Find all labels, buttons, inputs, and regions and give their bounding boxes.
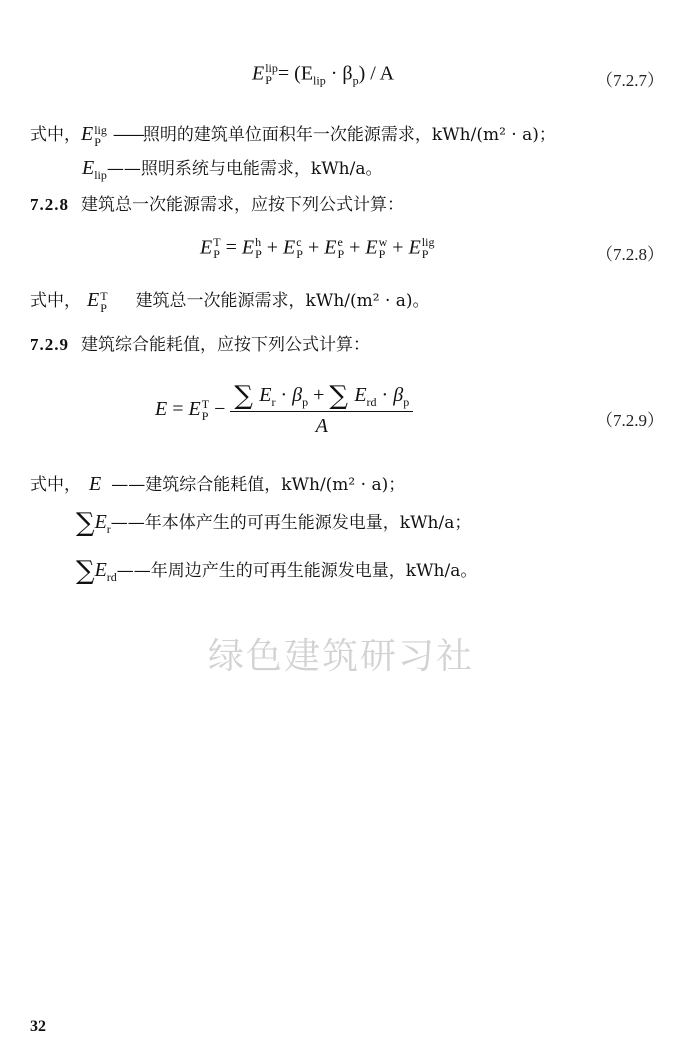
eq728-term-e-sub: P — [337, 247, 345, 261]
eq729-beta-1-sub: p — [302, 395, 309, 409]
eq728-term-c-sup: c — [296, 235, 302, 249]
eq728-plus-2: + — [302, 236, 325, 259]
def727-sym2: E — [82, 157, 95, 179]
definition-line-erd — [76, 556, 477, 586]
page-number: 32 — [30, 1018, 46, 1035]
definition-line-er — [76, 508, 471, 538]
equation-7-2-7 — [252, 62, 394, 87]
eq727-rhs-close: ) / A — [358, 62, 395, 85]
eq728-lhs-sup: T — [213, 235, 221, 249]
eq727-rhs-mid: · β — [325, 62, 353, 85]
eq728-term-c-sub: P — [296, 247, 303, 261]
eq728-term-h-sup: h — [255, 235, 262, 249]
def729-sym-erd: E — [94, 559, 107, 581]
eq728-lhs-sub: P — [213, 247, 220, 261]
def727-lead: 式中， — [30, 125, 81, 145]
eq729-denominator: A — [315, 415, 328, 437]
def728-desc: 建筑总一次能源需求，kWh/(m² · a)。 — [135, 291, 430, 311]
eq727-lhs-sub: P — [265, 73, 272, 87]
def727-desc2: ——照明系统与电能需求，kWh/a。 — [106, 159, 383, 179]
eq729-num-e-rd: E — [354, 384, 367, 406]
def729-sym-erd-sub: rd — [106, 570, 117, 584]
def729-lead: 式中， — [30, 475, 81, 495]
eq727-lhs: E — [252, 62, 265, 85]
equation-number-7-2-7: （7.2.7） — [596, 71, 664, 90]
def729-sum-1: ∑ — [76, 508, 95, 538]
eq729-fraction — [230, 383, 413, 436]
equation-7-2-9 — [155, 383, 413, 436]
section-text-7-2-9: 建筑综合能耗值，应按下列公式计算： — [81, 335, 370, 355]
eq729-num-e-r: E — [259, 384, 272, 406]
eq729-sum-1: ∑ — [234, 381, 253, 411]
def729-sym-er-sub: r — [106, 522, 111, 536]
eq729-minus: − — [209, 398, 231, 420]
watermark-text: 绿色建筑研习社 — [208, 636, 475, 677]
section-7-2-9 — [30, 330, 370, 355]
section-7-2-8 — [30, 190, 404, 215]
eq728-term-lig: E — [408, 236, 421, 259]
eq729-dot-1: · — [275, 384, 293, 406]
eq729-beta-2: β — [393, 384, 404, 406]
definition-line-total — [30, 286, 430, 314]
eq729-sum-2: ∑ — [329, 381, 348, 411]
section-text-7-2-8: 建筑总一次能源需求，应按下列公式计算： — [81, 195, 404, 215]
eq727-rhs-sub1: lip — [313, 73, 326, 88]
eq728-term-e: E — [324, 236, 337, 259]
definition-line-lip — [82, 154, 382, 183]
section-number-7-2-8: 7.2.8 — [30, 195, 69, 214]
equation-number-7-2-8: （7.2.8） — [596, 245, 664, 264]
def727-sym2-sub: lip — [94, 168, 107, 182]
def729-desc-erd: ——年周边产生的可再生能源发电量，kWh/a。 — [116, 561, 478, 581]
def727-sym1-sub: P — [94, 134, 101, 149]
def727-sym1-sup: lig — [94, 122, 107, 137]
eq728-term-w-sup: w — [378, 235, 388, 249]
eq727-rhs-open: = (E — [277, 62, 314, 85]
eq729-num-e-r-sub: r — [271, 395, 276, 409]
eq728-term-lig-sub: P — [421, 247, 429, 261]
equation-7-2-8 — [200, 236, 434, 260]
def729-sym: E — [89, 473, 102, 495]
eq729-plus: + — [308, 384, 330, 406]
eq729-beta-2-sub: p — [403, 395, 410, 409]
eq728-term-c: E — [283, 236, 296, 259]
def727-dash: —— — [112, 125, 143, 145]
eq729-total: E — [188, 398, 201, 420]
eq729-num-e-rd-sub: rd — [366, 395, 377, 409]
eq728-term-lig-sup: lig — [421, 235, 435, 249]
eq729-equals: = — [167, 398, 189, 420]
eq729-total-sup: T — [201, 396, 210, 411]
eq729-lhs: E — [155, 398, 168, 420]
eq729-beta-1: β — [292, 384, 303, 406]
equation-number-7-2-9: （7.2.9） — [596, 411, 664, 430]
def728-sym-sub: P — [100, 300, 107, 315]
definition-line-lig — [30, 120, 556, 148]
definition-line-e — [30, 470, 405, 495]
eq728-term-h: E — [241, 236, 255, 259]
eq728-equals: = — [220, 236, 242, 259]
eq728-plus-4: + — [387, 236, 409, 259]
def727-desc1: 照明的建筑单位面积年一次能源需求，kWh/(m² · a)； — [142, 125, 556, 145]
eq729-numerator — [230, 383, 413, 412]
eq728-term-w-sub: P — [378, 247, 386, 261]
eq728-term-w: E — [365, 236, 378, 259]
eq728-term-h-sub: P — [255, 247, 262, 261]
def729-desc-er: ——年本体产生的可再生能源发电量，kWh/a； — [110, 513, 472, 533]
eq729-dot-2: · — [376, 384, 394, 406]
def728-sym: E — [87, 289, 100, 311]
eq727-rhs-sub2: p — [352, 73, 359, 88]
eq728-term-e-sup: e — [337, 235, 343, 249]
def729-sym-er: E — [94, 511, 107, 533]
eq729-total-sub: P — [201, 408, 209, 423]
eq728-lhs: E — [200, 236, 213, 259]
eq728-plus-1: + — [261, 236, 284, 259]
def727-sym1: E — [81, 123, 94, 145]
def728-sym-sup: T — [100, 288, 108, 303]
eq727-lhs-sup: lip — [265, 61, 278, 75]
eq728-plus-3: + — [344, 236, 366, 259]
def729-sum-2: ∑ — [76, 556, 95, 586]
section-number-7-2-9: 7.2.9 — [30, 335, 69, 354]
def729-desc: ——建筑综合能耗值，kWh/(m² · a)； — [111, 475, 406, 495]
def728-lead: 式中， — [30, 291, 81, 311]
